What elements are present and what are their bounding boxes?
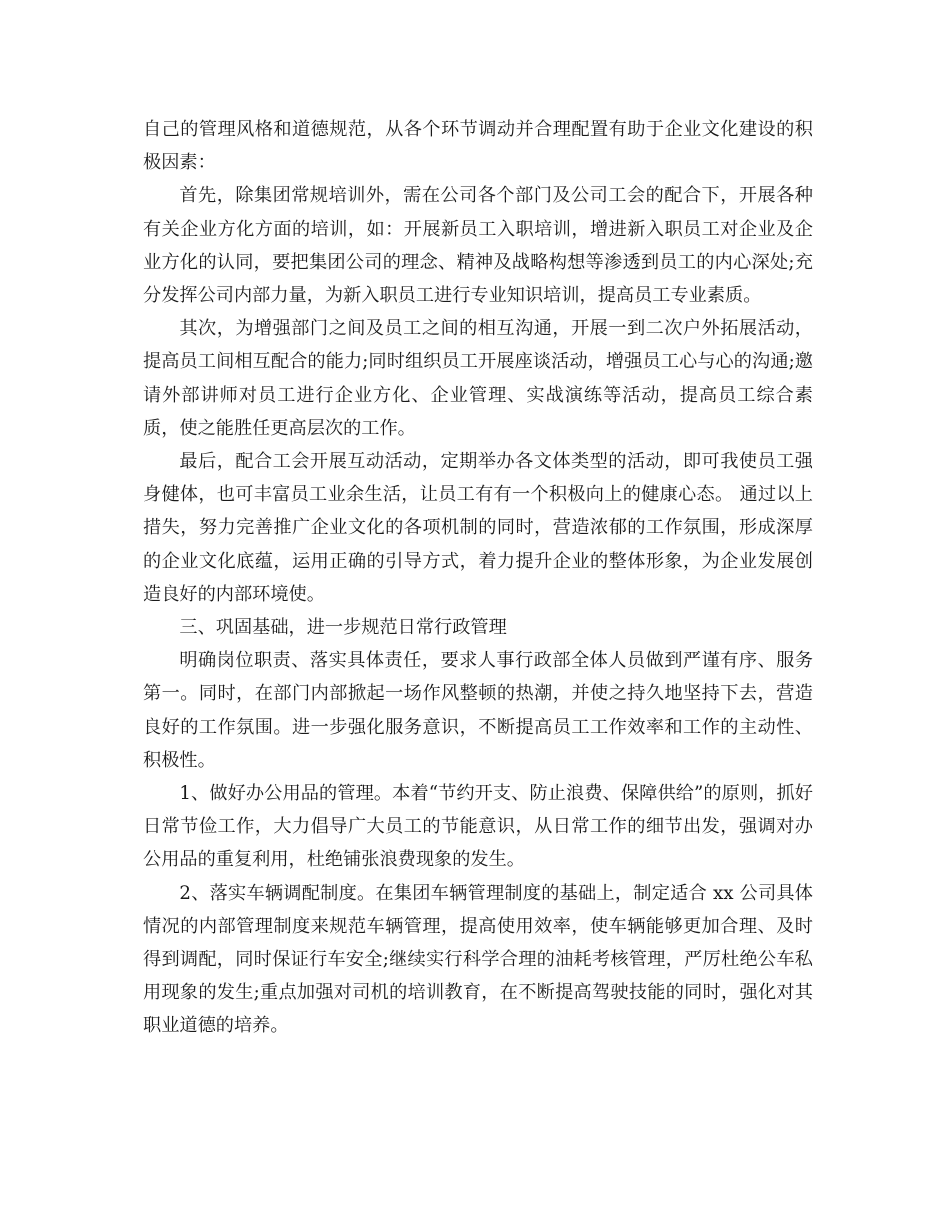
section-heading-admin-management: 三、巩固基础，进一步规范日常行政管理 [179, 617, 507, 639]
paragraph-continuation: 自己的管理风格和道德规范，从各个环节调动并合理配置有助于企业文化建设的积极因素： [143, 119, 813, 174]
list-item-office-supplies: 1、做好办公用品的管理。本着“节约开支、防止浪费、保障供给”的原则，抓好日常节俭工作，大力倡导广大员工的节能意识，从日常工作的细节出发，强调对办公用品的重复利用，杜绝铺张浪费现象的发生。 [143, 783, 813, 871]
list-item-vehicle-dispatch: 2、落实车辆调配制度。在集团车辆管理制度的基础上，制定适合 xx 公司具体情况的内部管理制度来规范车辆管理，提高使用效率，使车辆能够更加合理、及时得到调配，同时保证行车安全;继续实行科学合理的油耗考核管理，严厉杜绝公车私用现象的发生;重点加强对司机的培训教育，在不断提高驾驶技能的同时，强化对其职业道德的培养。 [143, 882, 813, 1037]
document-body [143, 113, 813, 1043]
paragraph-union-activities: 最后，配合工会开展互动活动，定期举办各文体类型的活动，即可我使员工强身健体，也可丰富员工业余生活，让员工有有一个积极向上的健康心态。 通过以上措失，努力完善推广企业文化的各项机制的同时，营造浓郁的工作氛围，形成深厚的企业文化底蕴，运用正确的引导方式，着力提升企业的整体形象，为企业发展创造良好的内部环境使。 [143, 451, 813, 605]
paragraph-training: 首先，除集团常规培训外，需在公司各个部门及公司工会的配合下，开展各种有关企业方化方面的培训，如：开展新员工入职培训，增进新入职员工对企业及企业方化的认同，要把集团公司的理念、精神及战略构想等渗透到员工的内心深处;充分发挥公司内部力量，为新入职员工进行专业知识培训，提高员工专业素质。 [143, 185, 813, 307]
paragraph-responsibilities: 明确岗位职责、落实具体责任，要求人事行政部全体人员做到严谨有序、服务第一。同时，在部门内部掀起一场作风整顿的热潮，并使之持久地坚持下去，营造良好的工作氛围。进一步强化服务意识，不断提高员工工作效率和工作的主动性、积极性。 [143, 650, 813, 771]
paragraph-communication: 其次，为增强部门之间及员工之间的相互沟通，开展一到二次户外拓展活动，提高员工间相互配合的能力;同时组织员工开展座谈活动，增强员工心与心的沟通;邀请外部讲师对员工进行企业方化、企业管理、实战演练等活动，提高员工综合素质，使之能胜任更高层次的工作。 [143, 318, 813, 439]
